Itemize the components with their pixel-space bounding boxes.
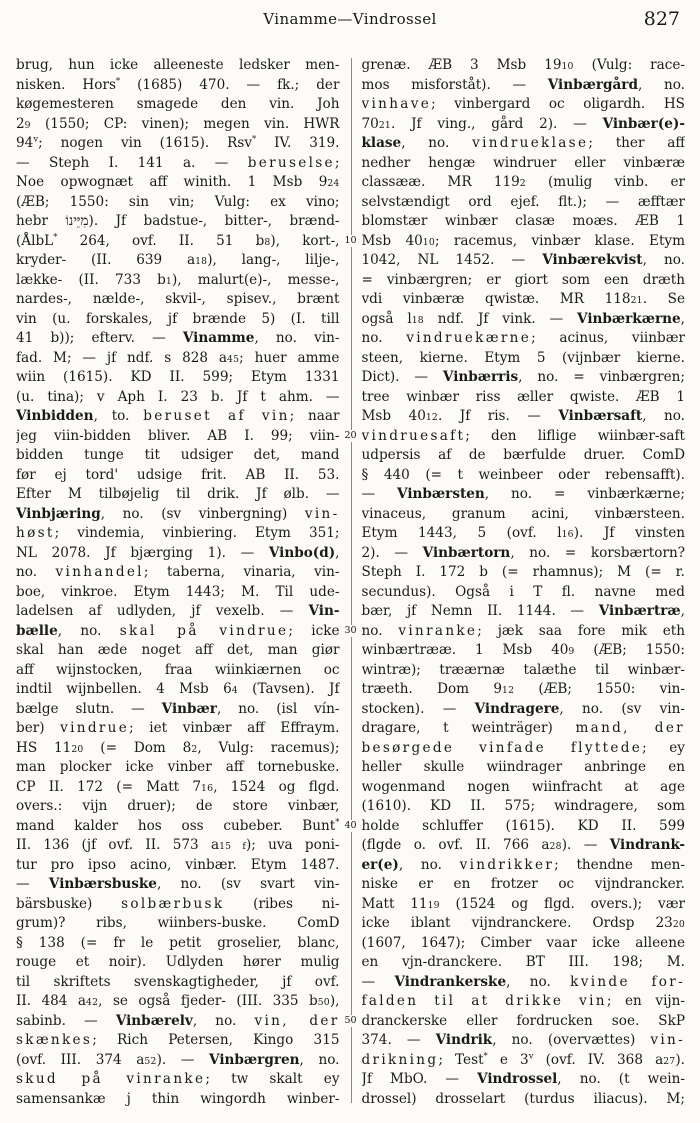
text-line: skal han æde noget aff det, man giør (16, 642, 340, 658)
text-line: køgemesteren smagede den vin. Joh (16, 96, 340, 112)
text-line: før ej tord' udsige frit. AB II. 53. (16, 466, 340, 483)
text-line: vin (u. forskales, jf brænde 5) (I. till (16, 310, 340, 327)
column-divider-rule (351, 58, 352, 1103)
text-line: — Vinbærsbuske, no. (sv svart vin- (16, 876, 340, 892)
text-line: Noe opwognæt aff winith. 1 Msb 924 (16, 174, 340, 190)
text-line: drossel) drosselart (turdus iliacus). M; (361, 1090, 685, 1107)
gutter-line-number: 40 (340, 820, 362, 832)
text-line: bärsbuske) solbærbusk (ribes ni- (16, 895, 340, 912)
text-line: dragare, t weinträger) mand, der (361, 720, 685, 736)
text-line: Etym 1443, 5 (ovf. l16). Jf vinsten (361, 525, 685, 541)
text-line: — Vinbærsten, no. = vinbærkærne; (361, 486, 685, 502)
text-line: udpersis af de bærfulde druer. ComD (361, 447, 685, 463)
text-line: lække- (II. 733 b1), malurt(e)-, messe-, (16, 271, 340, 288)
text-line: bælge slutn. — Vinbær, no. (isl vín- (16, 700, 340, 717)
text-line: bidden tunge tit udsiger det, mand (16, 447, 340, 463)
page-number: 827 (643, 8, 680, 30)
text-line: 29 (1550; CP: vinen); megen vin. HWR (16, 115, 340, 132)
text-line: mand kalder hos oss cubeber. Bunt* (16, 816, 340, 834)
text-line: HS 1120 (= Dom 82, Vulg: racemus); (16, 739, 340, 756)
text-line: § 440 (= t weinbeer oder rebensafft). (361, 466, 685, 483)
text-line: Efter M tilbøjelig til drik. Jf ølb. — (16, 486, 340, 502)
text-line: bær, jf Nemn II. 1144. — Vinbærtræ, (361, 603, 685, 619)
text-line: no. vindruekærne; acinus, viinbær (361, 330, 685, 346)
text-line: winbærtrææ. 1 Msb 409 (ÆB; 1550: (361, 642, 685, 658)
text-line: skud på vinranke; tw skalt ey (16, 1071, 340, 1087)
text-line: CP II. 172 (= Matt 716, 1524 og flgd. (16, 778, 340, 795)
text-line: (ÅlbL* 264, ovf. II. 51 b8), kort-, (16, 231, 340, 249)
text-line: wintræ); træærnæ talæthe til winbær- (361, 661, 685, 678)
text-line: træeth. Dom 912 (ÆB; 1550: vin- (361, 681, 685, 697)
running-head (0, 10, 700, 36)
text-line: II. 136 (jf ovf. II. 573 a15 f); uva poni- (16, 837, 340, 853)
text-line: også l18 ndf. Jf vink. — Vinbærkærne, (361, 310, 685, 327)
text-line: dranckerske eller fordrucken soe. SkP (361, 1012, 685, 1029)
text-line: høst; vindemia, vinbiering. Etym 351; (16, 525, 340, 541)
text-line: secundus). Også i T fl. navne med (361, 583, 685, 600)
text-line: 94$^v$; nogen vin (1615). Rsv* IV. 319. (16, 134, 340, 151)
text-line: mos misforståt). — Vinbærgård, no. (361, 76, 685, 93)
text-line: 1042, NL 1452. — Vinbærekvist, no. (361, 252, 685, 268)
left-column (16, 56, 340, 1109)
text-line: Dict). — Vinbærris, no. = vinbærgren; (361, 369, 685, 385)
text-line: aff wijnstocken, fraa wiinkiærnen oc (16, 661, 340, 678)
text-line: drikning; Test* e 3$^v$ (ovf. IV. 368 a27). (361, 1050, 685, 1068)
text-line: — Vindrankerske, no. kvinde for- (361, 973, 685, 990)
text-line: man plocker icke vinber aff tornebuske. (16, 759, 340, 775)
running-title: Vinamme—Vindrossel (263, 10, 437, 28)
text-line: skænkes; Rich Petersen, Kingo 315 (16, 1032, 340, 1048)
gutter-line-number: 10 (340, 235, 362, 247)
text-line: en vjn-dranckere. BT III. 198; M. (361, 954, 685, 970)
text-line: tree winbær riss æller qwiste. ÆB 1 (361, 388, 685, 405)
text-line: boe, vinkroe. Etym 1443; M. Til ude- (16, 583, 340, 600)
text-line: indtil wijnbellen. 4 Msb 64 (Tavsen). Jf (16, 681, 340, 697)
text-line: selvstændigt ord ejef. flt.); — æfftær (361, 193, 685, 210)
text-line: no. vinhandel; taberna, vinaria, vin- (16, 564, 340, 580)
text-line: rouge et noir). Udlyden hører mulig (16, 954, 340, 970)
text-line: vinhave; vinbergard oc oligardh. HS (361, 96, 685, 112)
text-line: kryder- (II. 639 a18), lang-, lilje-, (16, 252, 340, 268)
text-line: (1610). KD II. 575; windragere, som (361, 798, 685, 814)
text-line: classææ. MR 1192 (mulig vinb. er (361, 174, 685, 190)
text-line: til skriftets svenskagtigheder, jf ovf. (16, 973, 340, 990)
text-line: stocken). — Vindragere, no. (sv vin- (361, 700, 685, 717)
text-line: Jf MbO. — Vindrossel, no. (t wein- (361, 1071, 685, 1087)
text-line: Vinbjæring, no. (sv vinbergning) vin- (16, 505, 340, 522)
text-line: Msb 4012. Jf ris. — Vinbærsaft, no. (361, 408, 685, 424)
text-line: blomstær winbær clasæ moæs. ÆB 1 (361, 213, 685, 229)
text-line: ladelsen af udlyden, jf vexelb. — Vin- (16, 603, 340, 619)
text-line: (flgde o. ovf. II. 766 a28). — Vindrank- (361, 837, 685, 853)
text-line: wiin (1615). KD II. 599; Etym 1331 (16, 369, 340, 385)
text-line: wogenmand nogen wiinfracht at age (361, 778, 685, 795)
text-line: nedher hengæ windruer eller vinbæræ (361, 154, 685, 171)
text-line: Matt 1119 (1524 og flgd. overs.); vær (361, 895, 685, 912)
text-line: vinaceus, granum acini, vinbærsteen. (361, 505, 685, 522)
text-line: heller skulle wiindrager anbringe en (361, 759, 685, 775)
body-text (16, 56, 685, 1109)
text-line: grum)? ribs, wiinbers-buske. ComD (16, 915, 340, 931)
text-line: 7021. Jf ving., gård 2). — Vinbær(e)- (361, 115, 685, 132)
text-line: (1607, 1647); Cimber vaar icke alleene (361, 934, 685, 951)
text-line: niske er en frotzer oc vijndrancker. (361, 876, 685, 892)
text-line: grenæ. ÆB 3 Msb 1910 (Vulg: race- (361, 57, 685, 73)
text-line: hebr מִיֵּינוֹ). Jf badstue-, bitter-, brænd- (16, 213, 340, 229)
right-column (362, 56, 686, 1109)
text-line: sabinb. — Vinbærelv, no. vin, der (16, 1012, 340, 1029)
text-line: Vinbidden, to. beruset af vin; naar (16, 408, 340, 424)
text-line: = vinbærgren; er giort som een dræth (361, 271, 685, 288)
text-line: (u. tina); v Aph I. 23 b. Jf t ahm. — (16, 388, 340, 405)
text-line: nardes-, nælde-, skvil-, spisev., brænt (16, 291, 340, 307)
text-line: nisken. Hors* (1685) 470. — fk.; der (16, 75, 340, 93)
gutter-line-number: 30 (340, 625, 362, 637)
text-line: vdi vinbæræ qwistæ. MR 11821. Se (361, 291, 685, 307)
text-line: samensankæ j thin wingordh winber- (16, 1090, 340, 1107)
text-line: 2). — Vinbærtorn, no. = korsbærtorn? (361, 544, 685, 561)
text-line: (ovf. III. 374 a52). — Vinbærgren, no. (16, 1051, 340, 1068)
text-line: falden til at drikke vin; en vijn- (361, 993, 685, 1009)
text-line: II. 484 a42, se også fjeder- (III. 335 b50), (16, 993, 340, 1009)
text-line: er(e), no. vindrikker; thendne men- (361, 856, 685, 873)
text-line: 374. — Vindrik, no. (overvættes) vin- (361, 1032, 685, 1048)
column-gutter (340, 56, 362, 1109)
text-line: — Steph I. 141 a. — beruselse; (16, 154, 340, 171)
text-line: overs.: vijn druer); de store vinbær, (16, 798, 340, 814)
text-line: NL 2078. Jf bjærging 1). — Vinbo(d), (16, 544, 340, 561)
text-line: klase, no. vindrueklase; ther aff (361, 135, 685, 151)
text-line: no. vinranke; jæk saa fore mik eth (361, 622, 685, 639)
text-line: jeg viin-bidden bliver. AB I. 99; viin- (16, 427, 340, 444)
text-line: Msb 4010; racemus, vinbær klase. Etym (361, 232, 685, 249)
text-line: § 138 (= fr le petit groselier, blanc, (16, 934, 340, 951)
text-line: Steph I. 172 b (= rhamnus); M (= r. (361, 564, 685, 580)
text-line: steen, kierne. Etym 5 (vijnbær kierne. (361, 349, 685, 366)
text-line: 41 b)); efterv. — Vinamme, no. vin- (16, 330, 340, 346)
text-line: brug, hun icke alleeneste ledsker men- (16, 57, 340, 73)
text-line: icke iblant vijndranckere. Ordsp 2320 (361, 915, 685, 931)
gutter-line-number: 50 (340, 1015, 362, 1027)
text-line: bælle, no. skal på vindrue; icke (16, 622, 340, 639)
gutter-line-number: 20 (340, 430, 362, 442)
text-line: vindruesaft; den liflige wiinbær-saft (361, 427, 685, 444)
text-line: fad. M; — jf ndf. s 828 a45; huer amme (16, 349, 340, 366)
text-line: besørgede vinfade flyttede; ey (361, 739, 685, 756)
text-line: (ÆB; 1550: sin vin; Vulg: ex vino; (16, 193, 340, 210)
text-line: holde schluffer (1615). KD II. 599 (361, 817, 685, 834)
text-line: tur pro ipso acino, vinbær. Etym 1487. (16, 856, 340, 873)
text-line: ber) vindrue; iet vinbær aff Effraym. (16, 720, 340, 736)
